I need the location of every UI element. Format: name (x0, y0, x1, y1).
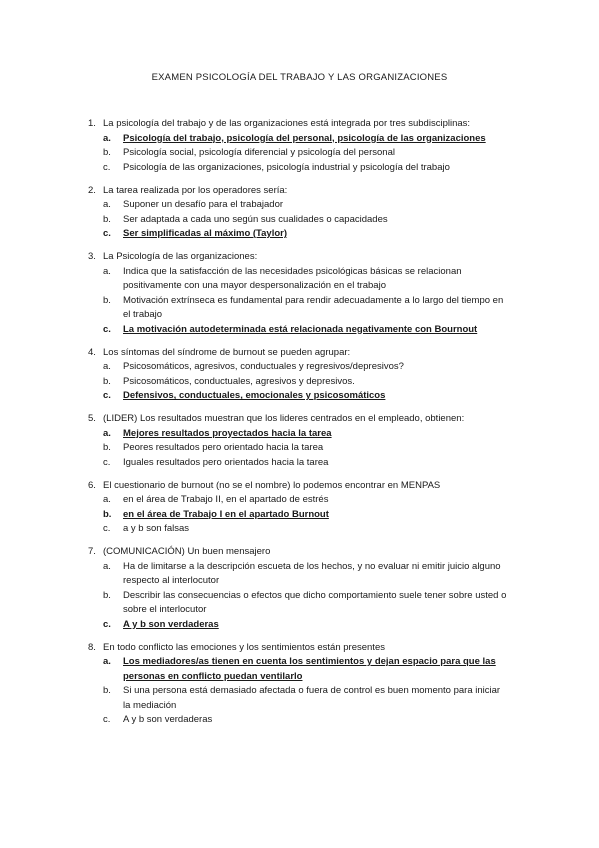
option-text: Si una persona está demasiado afectada o fuera de control es buen momento para iniciar la mediación (123, 685, 501, 711)
option-correct (88, 323, 508, 338)
option (88, 441, 508, 456)
option-letter: c. (103, 618, 111, 630)
question-text: En todo conflicto las emociones y los sentimientos están presentes (103, 641, 385, 653)
option-list (88, 493, 508, 537)
option (88, 161, 508, 176)
question-2 (88, 184, 508, 242)
option-letter: a. (103, 265, 111, 277)
question-6 (88, 479, 508, 537)
question-8 (88, 641, 508, 728)
question-4 (88, 346, 508, 404)
option-letter: a. (103, 132, 111, 144)
option-text: Psicosomáticos, conductuales, agresivos y depresivos. (123, 375, 355, 387)
option-correct (88, 227, 508, 242)
option-text: Describir las consecuencias o efectos que dicho comportamiento suele tener sobre usted o sobre el interlocutor (123, 589, 507, 615)
option-text: Defensivos, conductuales, emocionales y psicosomáticos (123, 390, 386, 401)
option (88, 456, 508, 471)
option-text: Peores resultados pero orientado hacia la tarea (123, 442, 324, 453)
option-text: Ha de limitarse a la descripción escueta de los hechos, y no evaluar ni emitir juicio alguno respecto al interlocutor (123, 560, 501, 586)
option-letter: b. (103, 213, 111, 225)
question-number: 8. (88, 641, 96, 653)
option-letter: c. (103, 523, 111, 534)
option-correct (88, 132, 508, 147)
option-letter: c. (103, 323, 111, 335)
question-number: 5. (88, 413, 96, 424)
question-text-line (88, 641, 508, 656)
question-3 (88, 250, 508, 337)
question-text: La tarea realizada por los operadores sería: (103, 184, 288, 196)
option-letter: c. (103, 161, 111, 173)
option-correct (88, 389, 508, 404)
question-text-line (88, 184, 508, 199)
option-correct (88, 427, 508, 442)
option-text: Los mediadores/as tienen en cuenta los sentimientos y dejan espacio para que las personas en conflicto puedan ventilarlo (123, 656, 496, 682)
document-title: EXAMEN PSICOLOGÍA DEL TRABAJO Y LAS ORGANIZACIONES (151, 72, 448, 83)
option-letter: c. (103, 714, 111, 725)
option (88, 684, 508, 713)
option (88, 146, 508, 161)
option-letter: a. (103, 361, 111, 372)
question-text-line (88, 479, 508, 494)
option (88, 198, 508, 213)
option-list (88, 132, 508, 176)
question-text-line (88, 545, 508, 560)
option-text: en el área de Trabajo I en el apartado Burnout (123, 508, 329, 520)
option-text: Indica que la satisfacción de las necesidades psicológicas básicas se relacionan positivamente con una mayor despersonalización en el trabajo (123, 265, 462, 291)
question-text: (COMUNICACIÓN) Un buen mensajero (103, 546, 271, 557)
option-letter: a. (103, 560, 111, 572)
question-number: 7. (88, 546, 96, 557)
option-letter: b. (103, 508, 112, 520)
option-text: Psicología de las organizaciones, psicología industrial y psicología del trabajo (123, 161, 450, 173)
option-list (88, 655, 508, 728)
option-text: Psicología del trabajo, psicología del personal, psicología de las organizaciones (123, 132, 486, 144)
option-text: Mejores resultados proyectados hacia la tarea (123, 427, 332, 439)
option-correct (88, 508, 508, 523)
option-list (88, 427, 508, 471)
option (88, 213, 508, 228)
option (88, 360, 508, 375)
option (88, 375, 508, 390)
option (88, 560, 508, 589)
question-text: Los síntomas del síndrome de burnout se pueden agrupar: (103, 346, 351, 358)
option-list (88, 360, 508, 404)
question-text: El cuestionario de burnout (no se el nombre) lo podemos encontrar en MENPAS (103, 479, 441, 491)
option-text: Suponer un desafío para el trabajador (123, 199, 284, 210)
option-text: A y b son verdaderas (123, 618, 219, 630)
question-text-line (88, 117, 508, 132)
option-list (88, 198, 508, 242)
option-text: La motivación autodeterminada está relacionada negativamente con Bournout (123, 323, 478, 335)
option-text: A y b son verdaderas (123, 714, 213, 725)
option-text: en el área de Trabajo II, en el apartado de estrés (123, 494, 329, 505)
option-text: Psicología social, psicología diferencial y psicología del personal (123, 147, 395, 158)
option-letter: c. (103, 390, 111, 401)
option-list (88, 265, 508, 338)
question-number: 2. (88, 184, 96, 196)
question-text-line (88, 346, 508, 361)
option (88, 589, 508, 618)
option-text: a y b son falsas (123, 523, 190, 534)
option-letter: a. (103, 656, 111, 667)
question-list (0, 117, 599, 728)
question-text-line (88, 250, 508, 265)
option (88, 265, 508, 294)
option-letter: a. (103, 494, 111, 505)
question-1 (88, 117, 508, 175)
option-list (88, 560, 508, 633)
option-text: Ser adaptada a cada uno según sus cualidades o capacidades (123, 213, 388, 225)
question-number: 3. (88, 251, 96, 262)
option-letter: b. (103, 147, 111, 158)
question-text: La psicología del trabajo y de las organizaciones está integrada por tres subdisciplinas: (103, 118, 471, 129)
option (88, 493, 508, 508)
option-text: Psicosomáticos, agresivos, conductuales y regresivos/depresivos? (123, 361, 404, 372)
question-7 (88, 545, 508, 632)
question-text: La Psicología de las organizaciones: (103, 251, 258, 262)
option-text: Ser simplificadas al máximo (Taylor) (123, 228, 288, 239)
question-text: (LIDER) Los resultados muestran que los lideres centrados en el empleado, obtienen: (103, 413, 465, 424)
option-correct (88, 655, 508, 684)
option-text: Iguales resultados pero orientados hacia la tarea (123, 456, 329, 468)
question-5 (88, 412, 508, 470)
option-letter: b. (103, 294, 111, 306)
option-letter: c. (103, 228, 111, 239)
option-letter: a. (103, 427, 111, 439)
option (88, 294, 508, 323)
question-number: 1. (88, 118, 96, 129)
option (88, 713, 508, 728)
question-text-line (88, 412, 508, 427)
question-number: 4. (88, 346, 96, 358)
option (88, 522, 508, 537)
option-letter: b. (103, 375, 111, 387)
option-letter: c. (103, 456, 111, 468)
option-letter: b. (103, 442, 111, 453)
question-number: 6. (88, 479, 96, 491)
option-letter: b. (103, 685, 111, 696)
option-letter: a. (103, 199, 111, 210)
option-text: Motivación extrínseca es fundamental para rendir adecuadamente a lo largo del tiempo en el trabajo (123, 294, 504, 320)
option-letter: b. (103, 589, 111, 601)
option-correct (88, 618, 508, 633)
